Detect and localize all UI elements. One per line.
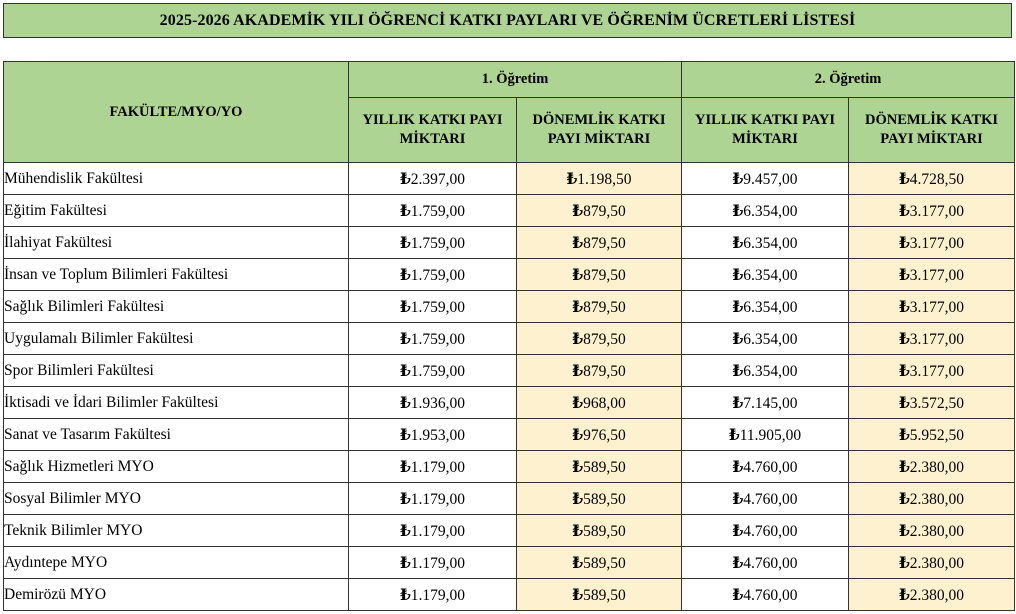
amount-value: 1.759,00 [410,362,466,380]
unit-name-cell: Teknik Bilimler MYO [4,515,349,547]
semester-1-cell [517,259,682,291]
semester-2-cell [849,323,1015,355]
lira-symbol: ₺ [572,362,584,380]
lira-symbol: ₺ [572,426,584,444]
unit-name-cell: Sağlık Hizmetleri MYO [4,451,349,483]
amount-value: 3.177,00 [909,202,965,220]
unit-name-cell: Uygulamalı Bilimler Fakültesi [4,323,349,355]
lira-symbol: ₺ [572,298,584,316]
semester-1-cell [517,195,682,227]
header-yearly-2: YILLIK KATKI PAYI MİKTARI [682,98,849,163]
yearly-1-cell [349,515,517,547]
lira-symbol: ₺ [732,298,744,316]
lira-symbol: ₺ [399,170,411,188]
table-row [4,323,1015,355]
lira-symbol: ₺ [399,522,411,540]
unit-name-cell: İktisadi ve İdari Bilimler Fakültesi [4,387,349,419]
unit-name-cell: Aydıntepe MYO [4,547,349,579]
amount-value: 1.179,00 [410,458,466,476]
lira-symbol: ₺ [732,170,744,188]
amount-value: 4.760,00 [743,522,798,540]
lira-symbol: ₺ [399,458,411,476]
amount-value: 6.354,00 [743,234,798,252]
lira-symbol: ₺ [899,330,910,348]
amount-value: 3.177,00 [909,298,965,316]
lira-symbol: ₺ [572,586,584,604]
lira-symbol: ₺ [572,202,584,220]
semester-1-cell [517,387,682,419]
lira-symbol: ₺ [899,170,910,188]
amount-value: 2.380,00 [909,554,965,572]
lira-symbol: ₺ [899,522,910,540]
amount-value: 879,50 [583,234,626,252]
amount-value: 6.354,00 [743,362,798,380]
amount-value: 589,50 [583,586,626,604]
amount-value: 9.457,00 [743,170,798,188]
lira-symbol: ₺ [899,362,910,380]
semester-1-cell [517,163,682,195]
yearly-2-cell [682,419,849,451]
lira-symbol: ₺ [399,266,411,284]
lira-symbol: ₺ [732,266,744,284]
amount-value: 3.177,00 [909,234,965,252]
lira-symbol: ₺ [572,394,584,412]
yearly-1-cell [349,547,517,579]
lira-symbol: ₺ [732,490,744,508]
semester-1-cell [517,419,682,451]
unit-name-cell: Demirözü MYO [4,579,349,611]
semester-1-cell [517,291,682,323]
amount-value: 1.179,00 [410,490,466,508]
yearly-2-cell [682,483,849,515]
lira-symbol: ₺ [399,586,411,604]
semester-2-cell [849,163,1015,195]
yearly-1-cell [349,483,517,515]
table-row [4,227,1015,259]
amount-value: 3.572,50 [909,394,965,412]
yearly-2-cell [682,259,849,291]
amount-value: 1.953,00 [410,426,466,444]
lira-symbol: ₺ [899,490,910,508]
lira-symbol: ₺ [899,394,910,412]
amount-value: 879,50 [583,266,626,284]
amount-value: 879,50 [583,330,626,348]
header-semester-1: DÖNEMLİK KATKI PAYI MİKTARI [517,98,682,163]
yearly-1-cell [349,163,517,195]
lira-symbol: ₺ [899,458,910,476]
amount-value: 968,00 [583,394,626,412]
lira-symbol: ₺ [572,330,584,348]
lira-symbol: ₺ [566,170,578,188]
amount-value: 1.179,00 [410,586,466,604]
yearly-2-cell [682,291,849,323]
semester-2-cell [849,419,1015,451]
lira-symbol: ₺ [899,234,910,252]
semester-2-cell [849,387,1015,419]
unit-name-cell: Spor Bilimleri Fakültesi [4,355,349,387]
yearly-2-cell [682,515,849,547]
table-row [4,387,1015,419]
lira-symbol: ₺ [732,330,744,348]
lira-symbol: ₺ [572,490,584,508]
amount-value: 589,50 [583,554,626,572]
semester-2-cell [849,259,1015,291]
lira-symbol: ₺ [572,266,584,284]
yearly-1-cell [349,259,517,291]
amount-value: 1.179,00 [410,522,466,540]
amount-value: 6.354,00 [743,298,798,316]
amount-value: 1.759,00 [410,202,466,220]
semester-1-cell [517,355,682,387]
lira-symbol: ₺ [732,362,744,380]
header-unit: FAKÜLTE/MYO/YO [4,62,349,163]
yearly-2-cell [682,355,849,387]
yearly-1-cell [349,451,517,483]
yearly-2-cell [682,323,849,355]
semester-2-cell [849,291,1015,323]
amount-value: 2.380,00 [909,522,965,540]
yearly-2-cell [682,227,849,259]
lira-symbol: ₺ [572,234,584,252]
table-row [4,291,1015,323]
header-yearly-1: YILLIK KATKI PAYI MİKTARI [349,98,517,163]
lira-symbol: ₺ [399,234,411,252]
yearly-1-cell [349,323,517,355]
header-semester-2: DÖNEMLİK KATKI PAYI MİKTARI [849,98,1015,163]
amount-value: 976,50 [583,426,626,444]
amount-value: 589,50 [583,490,626,508]
lira-symbol: ₺ [899,266,910,284]
page-title-text: 2025-2026 AKADEMİK YILI ÖĞRENCİ KATKI PAYLARI VE ÖĞRENİM ÜCRETLERİ LİSTESİ [159,11,856,29]
amount-value: 589,50 [583,458,626,476]
table-body [4,163,1015,611]
amount-value: 3.177,00 [909,266,965,284]
lira-symbol: ₺ [399,490,411,508]
amount-value: 3.177,00 [909,330,965,348]
amount-value: 1.759,00 [410,298,466,316]
lira-symbol: ₺ [732,394,744,412]
lira-symbol: ₺ [572,458,584,476]
lira-symbol: ₺ [399,330,411,348]
amount-value: 1.936,00 [410,394,466,412]
unit-name-cell: Mühendislik Fakültesi [4,163,349,195]
semester-2-cell [849,547,1015,579]
yearly-1-cell [349,579,517,611]
table-row [4,419,1015,451]
amount-value: 5.952,50 [909,426,965,444]
unit-name-cell: Sosyal Bilimler MYO [4,483,349,515]
semester-2-cell [849,579,1015,611]
amount-value: 1.759,00 [410,234,466,252]
yearly-2-cell [682,579,849,611]
table-row [4,195,1015,227]
yearly-1-cell [349,291,517,323]
yearly-1-cell [349,387,517,419]
lira-symbol: ₺ [572,522,584,540]
lira-symbol: ₺ [899,554,910,572]
semester-2-cell [849,515,1015,547]
table-row [4,451,1015,483]
lira-symbol: ₺ [732,202,744,220]
amount-value: 4.760,00 [743,586,798,604]
table-row [4,483,1015,515]
amount-value: 4.760,00 [743,458,798,476]
table-row [4,579,1015,611]
amount-value: 589,50 [583,522,626,540]
amount-value: 7.145,00 [743,394,798,412]
lira-symbol: ₺ [399,394,411,412]
lira-symbol: ₺ [399,202,411,220]
lira-symbol: ₺ [899,298,910,316]
unit-name-cell: Sağlık Bilimleri Fakültesi [4,291,349,323]
amount-value: 4.760,00 [743,554,798,572]
table-row [4,515,1015,547]
semester-1-cell [517,227,682,259]
semester-1-cell [517,547,682,579]
yearly-1-cell [349,355,517,387]
lira-symbol: ₺ [732,234,744,252]
unit-name-cell: Sanat ve Tasarım Fakültesi [4,419,349,451]
semester-2-cell [849,451,1015,483]
lira-symbol: ₺ [899,586,910,604]
header-row-groups [4,62,1015,98]
semester-1-cell [517,451,682,483]
table-row [4,355,1015,387]
table-row [4,547,1015,579]
yearly-2-cell [682,547,849,579]
unit-name-cell: İnsan ve Toplum Bilimleri Fakültesi [4,259,349,291]
yearly-2-cell [682,195,849,227]
yearly-2-cell [682,163,849,195]
semester-2-cell [849,355,1015,387]
amount-value: 4.728,50 [909,170,965,188]
lira-symbol: ₺ [728,426,740,444]
yearly-1-cell [349,227,517,259]
amount-value: 6.354,00 [743,202,798,220]
fee-table [3,61,1015,611]
amount-value: 2.380,00 [909,490,965,508]
amount-value: 2.380,00 [909,586,965,604]
semester-1-cell [517,515,682,547]
table-row [4,163,1015,195]
lira-symbol: ₺ [399,362,411,380]
amount-value: 11.905,00 [739,426,802,444]
amount-value: 3.177,00 [909,362,965,380]
lira-symbol: ₺ [899,426,910,444]
lira-symbol: ₺ [399,298,411,316]
semester-2-cell [849,195,1015,227]
lira-symbol: ₺ [899,202,910,220]
lira-symbol: ₺ [399,554,411,572]
amount-value: 879,50 [583,298,626,316]
lira-symbol: ₺ [732,586,744,604]
yearly-2-cell [682,387,849,419]
unit-name-cell: Eğitim Fakültesi [4,195,349,227]
lira-symbol: ₺ [399,426,411,444]
semester-2-cell [849,483,1015,515]
lira-symbol: ₺ [732,458,744,476]
semester-1-cell [517,579,682,611]
lira-symbol: ₺ [732,522,744,540]
amount-value: 879,50 [583,362,626,380]
semester-1-cell [517,323,682,355]
yearly-1-cell [349,195,517,227]
page-title [3,3,1012,38]
lira-symbol: ₺ [732,554,744,572]
amount-value: 6.354,00 [743,266,798,284]
lira-symbol: ₺ [572,554,584,572]
amount-value: 1.179,00 [410,554,466,572]
amount-value: 6.354,00 [743,330,798,348]
semester-1-cell [517,483,682,515]
header-group-1: 1. Öğretim [349,62,682,98]
amount-value: 879,50 [583,202,626,220]
amount-value: 2.397,00 [410,170,466,188]
table-row [4,259,1015,291]
amount-value: 2.380,00 [909,458,965,476]
semester-2-cell [849,227,1015,259]
amount-value: 1.759,00 [410,266,466,284]
amount-value: 1.198,50 [577,170,632,188]
unit-name-cell: İlahiyat Fakültesi [4,227,349,259]
amount-value: 1.759,00 [410,330,466,348]
amount-value: 4.760,00 [743,490,798,508]
yearly-2-cell [682,451,849,483]
yearly-1-cell [349,419,517,451]
header-group-2: 2. Öğretim [682,62,1015,98]
